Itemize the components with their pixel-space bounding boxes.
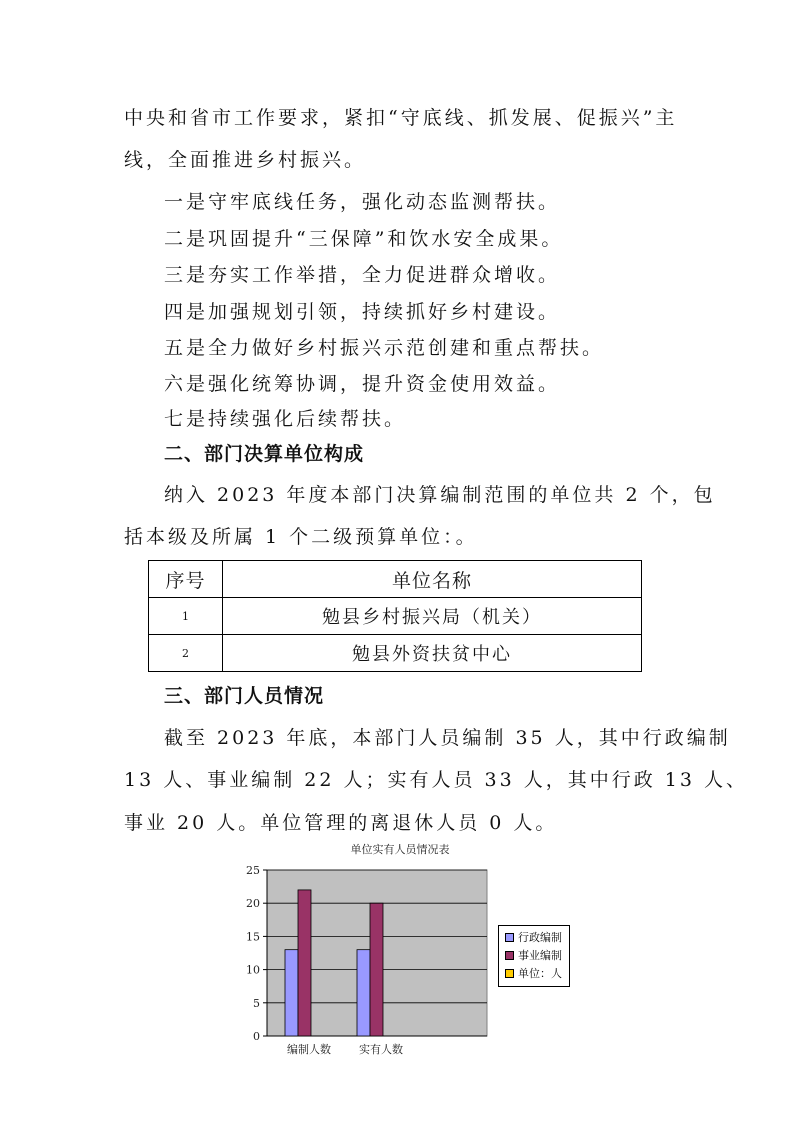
- section-3-text-line-3: 事业 20 人。单位管理的离退休人员 0 人。: [124, 812, 558, 834]
- legend-swatch: [505, 933, 514, 942]
- y-tick-label: 5: [253, 996, 260, 1010]
- table-header-row: [149, 561, 642, 598]
- chart-legend: [498, 925, 570, 987]
- header-unit-name: 单位名称: [223, 561, 642, 598]
- y-tick-label: 20: [246, 897, 260, 911]
- legend-label: 行政编制: [518, 931, 562, 944]
- intro-line-2: 线，全面推进乡村振兴。: [124, 149, 367, 171]
- y-tick-label: 10: [246, 963, 260, 977]
- task-item-5: 五是全力做好乡村振兴示范创建和重点帮扶。: [164, 337, 605, 359]
- table-row: [149, 598, 642, 635]
- legend-swatch: [505, 951, 514, 960]
- bar: [357, 950, 370, 1036]
- section-3-text-line-2: 13 人、事业编制 22 人；实有人员 33 人，其中行政 13 人、: [124, 769, 748, 791]
- task-item-1: 一是守牢底线任务，强化动态监测帮扶。: [164, 191, 561, 213]
- row-unit-name: 勉县外资扶贫中心: [223, 635, 642, 672]
- task-item-2: 二是巩固提升“三保障”和饮水安全成果。: [164, 228, 564, 250]
- unit-table: [148, 560, 642, 672]
- x-tick-label: 实有人数: [359, 1043, 403, 1056]
- x-tick-label: 编制人数: [287, 1043, 331, 1056]
- row-unit-name: 勉县乡村振兴局（机关）: [223, 598, 642, 635]
- task-item-6: 六是强化统筹协调，提升资金使用效益。: [164, 373, 561, 395]
- section-2-heading: 二、部门决算单位构成: [164, 443, 365, 465]
- bar: [370, 903, 383, 1036]
- section-2-text-line-1: 纳入 2023 年度本部门决算编制范围的单位共 2 个，包: [164, 484, 716, 506]
- intro-line-1: 中央和省市工作要求，紧扣“守底线、抓发展、促振兴”主: [124, 107, 678, 129]
- table-row: [149, 635, 642, 672]
- legend-item: [505, 931, 562, 945]
- y-tick-label: 25: [246, 864, 260, 877]
- legend-label: 事业编制: [518, 949, 562, 962]
- legend-label: 单位：人: [518, 967, 562, 980]
- bar: [298, 890, 311, 1036]
- row-index: 2: [149, 635, 223, 672]
- y-tick-label: 15: [246, 930, 260, 944]
- task-item-3: 三是夯实工作举措，全力促进群众增收。: [164, 264, 561, 286]
- section-3-text-line-1: 截至 2023 年底，本部门人员编制 35 人，其中行政编制: [164, 727, 731, 749]
- legend-item: [505, 949, 562, 963]
- task-item-4: 四是加强规划引领，持续抓好乡村建设。: [164, 301, 561, 323]
- y-tick-label: 0: [253, 1030, 260, 1043]
- section-3-heading: 三、部门人员情况: [164, 685, 325, 707]
- task-item-7: 七是持续强化后续帮扶。: [164, 408, 407, 430]
- bar: [285, 950, 298, 1036]
- header-index: 序号: [149, 561, 223, 598]
- section-2-text-line-2: 括本级及所属 1 个二级预算单位：。: [124, 526, 478, 548]
- staff-bar-chart: [220, 858, 500, 1068]
- legend-swatch: [505, 969, 514, 978]
- legend-item: [505, 967, 562, 981]
- row-index: 1: [149, 598, 223, 635]
- chart-title: 单位实有人员情况表: [350, 843, 450, 856]
